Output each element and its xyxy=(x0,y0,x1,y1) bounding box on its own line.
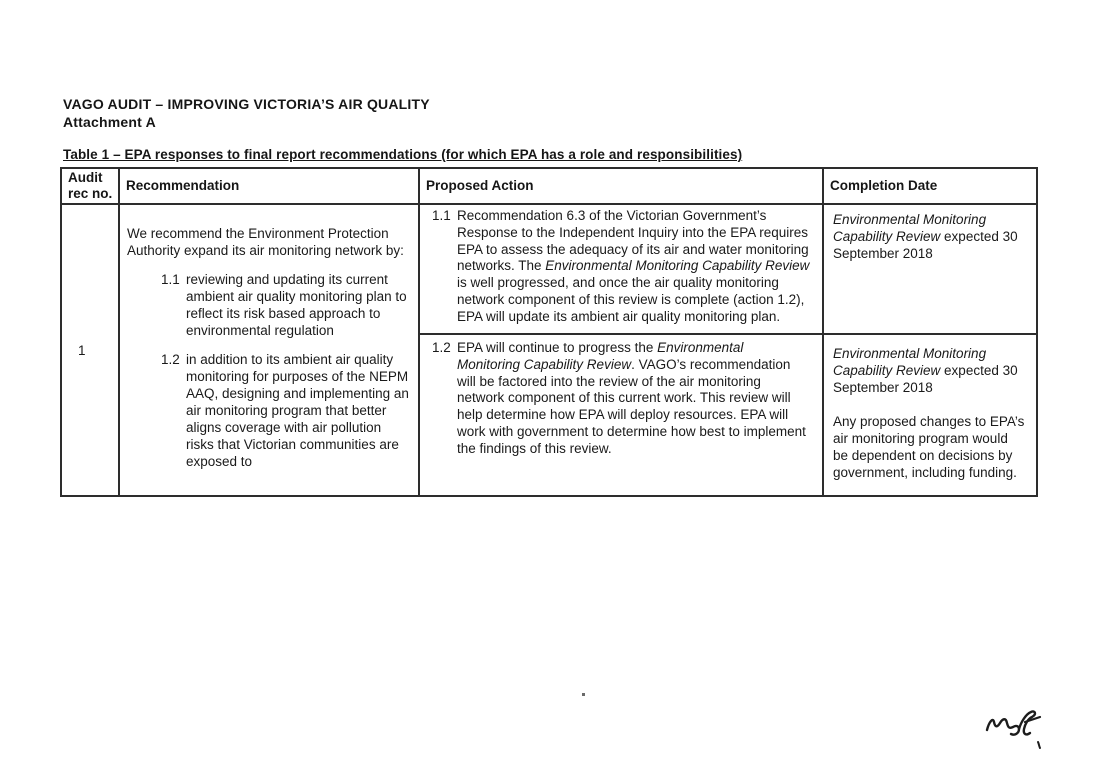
recommendation-item-text: reviewing and updating its current ambient air quality monitoring plan to reflect its risk based approach to environmental regulation xyxy=(186,272,407,338)
action-text-segment-italic: Environmental Monitoring Capability Review xyxy=(457,340,744,372)
recommendation-item-number: 1.1 xyxy=(161,272,180,287)
recommendation-item xyxy=(161,271,412,339)
cell-audit-rec-no: 1 xyxy=(62,205,120,495)
header-recommendation: Recommendation xyxy=(120,169,420,203)
sub-row-1-1 xyxy=(420,205,1036,335)
completion-text-segment: expected 30 September 2018 xyxy=(833,363,1018,395)
completion-date-paragraph xyxy=(833,345,1026,396)
cell-proposed-action-1-1 xyxy=(420,205,824,333)
completion-text-segment-italic: Environmental Monitoring Capability Review xyxy=(833,346,987,378)
recommendation-item xyxy=(161,351,412,470)
action-text-segment: is well progressed, and once the air quality monitoring network component of this review is complete (action 1.2), EPA will update its ambient air quality monitoring plan. xyxy=(457,275,805,324)
recommendation-intro: We recommend the Environment Protection Authority expand its air monitoring network by: xyxy=(127,226,404,258)
proposed-action-text xyxy=(457,208,810,326)
proposed-action-item xyxy=(432,208,810,326)
epa-responses-table xyxy=(60,167,1038,497)
completion-text-segment-italic: Environmental Monitoring Capability Review xyxy=(833,212,987,244)
header-audit-rec-no: Audit rec no. xyxy=(62,169,120,203)
document-title-line1: VAGO AUDIT – IMPROVING VICTORIA’S AIR QUALITY xyxy=(63,96,430,112)
recommendation-item-number: 1.2 xyxy=(161,352,180,367)
table-caption: Table 1 – EPA responses to final report recommendations (for which EPA has a role and responsibilities) xyxy=(63,147,743,162)
cell-recommendation xyxy=(120,205,420,495)
action-and-date-block xyxy=(420,205,1036,495)
scan-artifact-dot xyxy=(582,693,585,696)
action-text-segment: Recommendation 6.3 of the Victorian Government’s Response to the Independent Inquiry into the EPA requires EPA to assess the adequacy of its air and water monitoring networks. The xyxy=(457,208,809,274)
cell-proposed-action-1-2 xyxy=(420,335,824,495)
completion-date-paragraph xyxy=(833,413,1026,481)
proposed-action-text xyxy=(457,340,810,458)
document-title-line2: Attachment A xyxy=(63,113,156,130)
table-body-row xyxy=(62,205,1036,495)
proposed-action-number: 1.2 xyxy=(432,340,451,355)
action-text-segment: . VAGO’s recommendation will be factored into the review of the air monitoring network component of this current work. This review will help determine how EPA will deploy resources. EPA will work with government to determine how best to implement the findings of this review. xyxy=(457,356,806,456)
completion-text-segment: Any proposed changes to EPA’s air monitoring program would be dependent on decisions by government, including funding. xyxy=(833,414,1025,480)
recommendation-item-text: in addition to its ambient air quality monitoring for purposes of the NEPM AAQ, designing and implementing an air monitoring program that better aligns coverage with air pollution risks that Victorian communities are exposed to xyxy=(186,352,409,469)
cell-completion-date-1-1 xyxy=(824,205,1036,333)
document-title xyxy=(63,96,430,131)
sub-row-1-2 xyxy=(420,335,1036,495)
header-proposed-action: Proposed Action xyxy=(420,169,824,203)
cell-completion-date-1-2 xyxy=(824,335,1036,495)
completion-text-segment: expected 30 September 2018 xyxy=(833,229,1018,261)
proposed-action-number: 1.1 xyxy=(432,208,451,223)
proposed-action-item xyxy=(432,340,810,458)
action-text-segment: EPA will continue to progress the xyxy=(457,340,658,355)
completion-date-paragraph xyxy=(833,211,1026,262)
header-completion-date: Completion Date xyxy=(830,178,938,193)
handwritten-initials-icon xyxy=(980,697,1058,764)
action-text-segment-italic: Environmental Monitoring Capability Review xyxy=(545,258,810,274)
table-header-row xyxy=(62,169,1036,205)
